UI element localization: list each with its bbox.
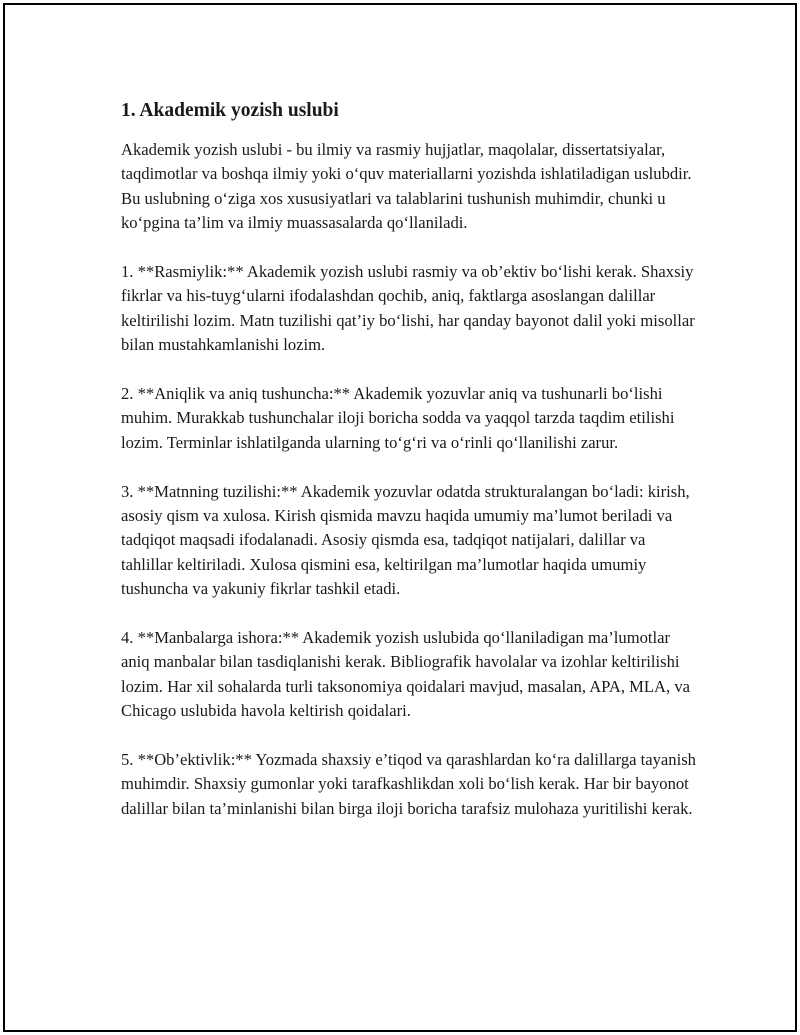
paragraph-manbalar: 4. **Manbalarga ishora:** Akademik yozish uslubida qo‘llaniladigan ma’lumotlar aniq manbalar bilan tasdiqlanishi kerak. Bibliografik havolalar va izohlar keltirilishi lozim. Har xil sohalarda turli taksonomiya qoidalari mavjud, masalan, APA, MLA, va Chicago uslubida havola keltirish qoidalari.	[121, 628, 690, 721]
document-body	[121, 97, 696, 846]
paragraph-rasmiylik: 1. **Rasmiylik:** Akademik yozish uslubi rasmiy va ob’ektiv bo‘lishi kerak. Shaxsiy fikrlar va his-tuyg‘ularni ifodalashdan qochib, aniq, faktlarga asoslangan dalillar keltirilishi lozim. Matn tuzilishi qat’iy bo‘lishi, har qanday bayonot dalil yoki misollar bilan mustahkamlanishi lozim.	[121, 262, 695, 355]
paragraph-obektivlik: 5. **Ob’ektivlik:** Yozmada shaxsiy e’tiqod va qarashlardan ko‘ra dalillarga tayanish muhimdir. Shaxsiy gumonlar yoki tarafkashlikdan xoli bo‘lish kerak. Har bir bayonot dalillar bilan ta’minlanishi bilan birga iloji boricha tarafsiz mulohaza yuritilishi kerak.	[121, 750, 696, 818]
paragraph-tuzilish: 3. **Matnning tuzilishi:** Akademik yozuvlar odatda strukturalangan bo‘ladi: kirish, asosiy qism va xulosa. Kirish qismida mavzu haqida umumiy ma’lumot beriladi va tadqiqot maqsadi ifodalanadi. Asosiy qismda esa, tadqiqot natijalari, dalillar va tahlillar keltiriladi. Xulosa qismini esa, keltirilgan ma’lumotlar haqida umumiy tushuncha va yakuniy fikrlar tashkil etadi.	[121, 481, 690, 599]
intro-paragraph: Akademik yozish uslubi - bu ilmiy va rasmiy hujjatlar, maqolalar, dissertatsiyalar, taqdimotlar va boshqa ilmiy yoki o‘quv materiallarni yozishda ishlatiladigan uslubdir. Bu uslubning o‘ziga xos xususiyatlari va talablarini tushunish muhimdir, chunki u ko‘pgina ta’lim va ilmiy muassasalarda qo‘llaniladi.	[121, 140, 692, 233]
section-heading: 1. Akademik yozish uslubi	[121, 100, 339, 121]
document-page	[3, 3, 797, 1032]
paragraph-aniqlik: 2. **Aniqlik va aniq tushuncha:** Akademik yozuvlar aniq va tushunarli bo‘lishi muhim. Murakkab tushunchalar iloji boricha sodda va yaqqol tarzda taqdim etilishi lozim. Terminlar ishlatilganda ularning to‘g‘ri va o‘rinli qo‘llanilishi zarur.	[121, 384, 675, 452]
